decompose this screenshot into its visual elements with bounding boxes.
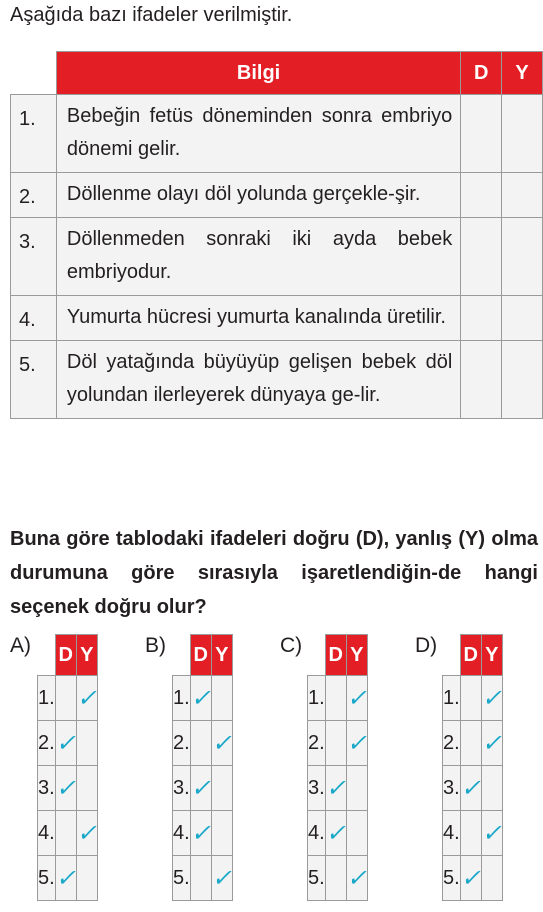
row-y-cell[interactable] [502, 296, 543, 341]
row-text: Döllenmeden sonraki iki ayda bebek embriyodur. [56, 218, 460, 296]
header-y: Y [502, 52, 543, 95]
option-cell-y [211, 676, 232, 721]
row-number: 2. [11, 173, 57, 218]
option-row-number: 4. [173, 811, 191, 856]
option-table [307, 634, 368, 901]
statements-table [10, 51, 543, 419]
option-row [38, 856, 98, 901]
table-corner [11, 52, 57, 95]
option-row [173, 856, 233, 901]
option-row [443, 766, 503, 811]
check-icon: ✓ [55, 864, 76, 892]
option-row-number: 5. [308, 856, 326, 901]
row-number: 1. [11, 95, 57, 173]
option-cell-y [346, 721, 367, 766]
option-row [173, 676, 233, 721]
option-cell-d [190, 721, 211, 766]
table-row [11, 95, 543, 173]
option-cell-y [76, 811, 97, 856]
check-icon: ✓ [55, 729, 76, 757]
option-row-number: 3. [443, 766, 461, 811]
table-row [11, 296, 543, 341]
option-corner [173, 635, 191, 676]
option-row [173, 766, 233, 811]
option-cell-y [211, 811, 232, 856]
check-icon: ✓ [481, 684, 502, 712]
option-cell-d [190, 676, 211, 721]
check-icon: ✓ [211, 864, 232, 892]
option-cell-y [481, 676, 502, 721]
table-row [11, 218, 543, 296]
option-cell-y [481, 766, 502, 811]
option-row [308, 766, 368, 811]
row-y-cell[interactable] [502, 95, 543, 173]
option-row-number: 1. [308, 676, 326, 721]
option-header-row [38, 635, 98, 676]
row-d-cell[interactable] [461, 341, 502, 419]
option-header-d: D [460, 635, 481, 676]
check-icon: ✓ [460, 864, 481, 892]
option-header-row [308, 635, 368, 676]
option-cell-d [190, 811, 211, 856]
option-cell-d [55, 811, 76, 856]
option-cell-y [481, 856, 502, 901]
check-icon: ✓ [460, 774, 481, 802]
option-row-number: 5. [443, 856, 461, 901]
option-row [308, 856, 368, 901]
option-cell-y [211, 766, 232, 811]
check-icon: ✓ [211, 729, 232, 757]
option-row [308, 811, 368, 856]
check-icon: ✓ [325, 774, 346, 802]
option-header-y: Y [481, 635, 502, 676]
option-row [443, 676, 503, 721]
intro-text: Aşağıda bazı ifadeler verilmiştir. [10, 4, 293, 26]
option-row-number: 4. [308, 811, 326, 856]
option-cell-d [325, 811, 346, 856]
question-text: Buna göre tablodaki ifadeleri doğru (D), yanlış (Y) olma durumuna göre sırasıyla işaretlendiğin-de hangi seçenek doğru olur? [10, 528, 538, 618]
option-row [443, 721, 503, 766]
option-table [37, 634, 98, 901]
option-cell-d [325, 766, 346, 811]
option-row-number: 3. [173, 766, 191, 811]
option-cell-y [481, 811, 502, 856]
option-row [443, 856, 503, 901]
option-row-number: 4. [443, 811, 461, 856]
option-cell-y [346, 676, 367, 721]
check-icon: ✓ [481, 729, 502, 757]
check-icon: ✓ [190, 819, 211, 847]
option-table [172, 634, 233, 901]
row-number: 5. [11, 341, 57, 419]
option-row-number: 5. [38, 856, 56, 901]
option-corner [443, 635, 461, 676]
check-icon: ✓ [190, 684, 211, 712]
row-y-cell[interactable] [502, 173, 543, 218]
option-cell-y [211, 856, 232, 901]
option-header-row [443, 635, 503, 676]
option-cell-d [325, 856, 346, 901]
option-header-row [173, 635, 233, 676]
option-cell-y [481, 721, 502, 766]
option-row [173, 811, 233, 856]
check-icon: ✓ [55, 774, 76, 802]
row-y-cell[interactable] [502, 341, 543, 419]
row-text: Yumurta hücresi yumurta kanalında üretilir. [56, 296, 460, 341]
option-header-y: Y [346, 635, 367, 676]
option-row-number: 2. [38, 721, 56, 766]
row-y-cell[interactable] [502, 218, 543, 296]
row-number: 4. [11, 296, 57, 341]
option-cell-d [190, 766, 211, 811]
option-header-y: Y [76, 635, 97, 676]
check-icon: ✓ [325, 819, 346, 847]
row-d-cell[interactable] [461, 173, 502, 218]
option-row [308, 721, 368, 766]
option-row [38, 811, 98, 856]
option-row-number: 2. [173, 721, 191, 766]
option-cell-d [55, 766, 76, 811]
check-icon: ✓ [346, 864, 367, 892]
row-d-cell[interactable] [461, 95, 502, 173]
option-header-d: D [190, 635, 211, 676]
option-cell-y [346, 766, 367, 811]
option-row-number: 5. [173, 856, 191, 901]
option-cell-d [55, 721, 76, 766]
option-corner [308, 635, 326, 676]
check-icon: ✓ [346, 729, 367, 757]
option-row [173, 721, 233, 766]
option-table [442, 634, 503, 901]
option-cell-d [460, 721, 481, 766]
option-cell-d [460, 766, 481, 811]
option-cell-y [346, 811, 367, 856]
header-info: Bilgi [56, 52, 460, 95]
option-cell-y [211, 721, 232, 766]
table-row [11, 341, 543, 419]
check-icon: ✓ [76, 684, 97, 712]
option-letter: B) [145, 634, 166, 657]
option-row [308, 676, 368, 721]
option-row [38, 766, 98, 811]
option-corner [38, 635, 56, 676]
table-header-row [11, 52, 543, 95]
option-cell-y [76, 766, 97, 811]
option-row [38, 721, 98, 766]
option-cell-d [460, 811, 481, 856]
option-row-number: 2. [308, 721, 326, 766]
option-cell-d [460, 676, 481, 721]
row-number: 3. [11, 218, 57, 296]
option-cell-d [460, 856, 481, 901]
option-cell-d [55, 856, 76, 901]
option-row-number: 3. [38, 766, 56, 811]
option-letter: D) [415, 634, 438, 657]
row-text: Döllenme olayı döl yolunda gerçekle-şir. [56, 173, 460, 218]
option-row-number: 2. [443, 721, 461, 766]
option-header-y: Y [211, 635, 232, 676]
header-d: D [461, 52, 502, 95]
option-cell-d [55, 676, 76, 721]
option-row-number: 3. [308, 766, 326, 811]
option-row-number: 1. [173, 676, 191, 721]
check-icon: ✓ [76, 819, 97, 847]
check-icon: ✓ [346, 684, 367, 712]
option-row-number: 1. [38, 676, 56, 721]
option-row [443, 811, 503, 856]
row-text: Döl yatağında büyüyüp gelişen bebek döl yolundan ilerleyerek dünyaya ge-lir. [56, 341, 460, 419]
option-cell-y [76, 721, 97, 766]
option-row [38, 676, 98, 721]
option-header-d: D [55, 635, 76, 676]
option-header-d: D [325, 635, 346, 676]
option-cell-y [76, 856, 97, 901]
check-icon: ✓ [190, 774, 211, 802]
row-d-cell[interactable] [461, 218, 502, 296]
table-row [11, 173, 543, 218]
row-text: Bebeğin fetüs döneminden sonra embriyo dönemi gelir. [56, 95, 460, 173]
option-cell-d [190, 856, 211, 901]
option-cell-y [346, 856, 367, 901]
option-cell-d [325, 721, 346, 766]
option-cell-y [76, 676, 97, 721]
option-letter: A) [10, 634, 31, 657]
option-cell-d [325, 676, 346, 721]
option-row-number: 1. [443, 676, 461, 721]
check-icon: ✓ [481, 819, 502, 847]
option-letter: C) [280, 634, 303, 657]
option-row-number: 4. [38, 811, 56, 856]
row-d-cell[interactable] [461, 296, 502, 341]
